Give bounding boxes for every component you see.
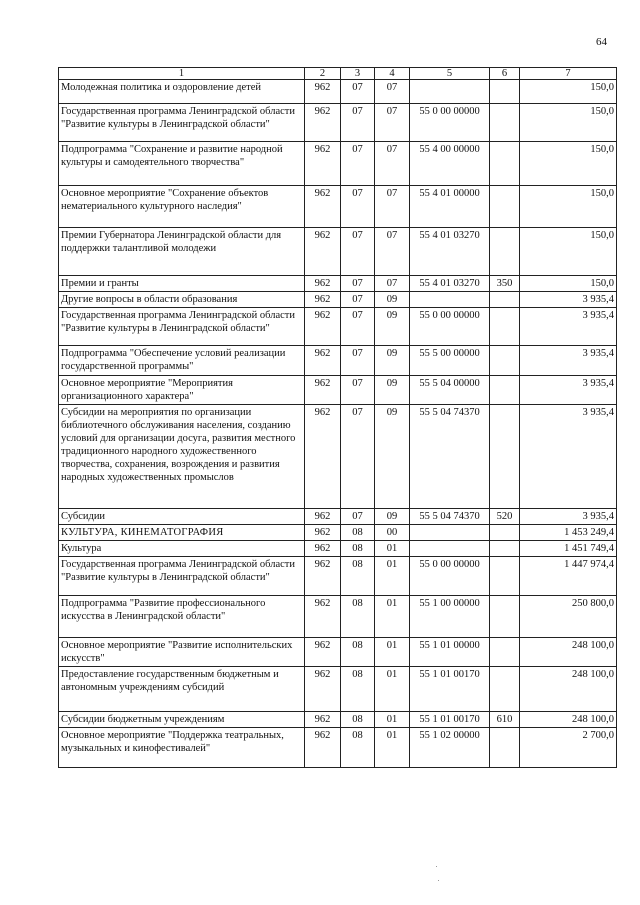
table-row	[59, 276, 617, 292]
row-subsection: 07	[375, 80, 410, 104]
row-section: 08	[341, 596, 375, 638]
row-section: 07	[341, 104, 375, 142]
row-name: Молодежная политика и оздоровление детей	[59, 80, 305, 104]
row-expense-type	[490, 405, 520, 509]
row-expense-type	[490, 525, 520, 541]
row-admin-code: 962	[305, 104, 341, 142]
row-target-article: 55 1 01 00170	[410, 667, 490, 712]
row-target-article: 55 0 00 00000	[410, 557, 490, 596]
row-expense-type	[490, 728, 520, 768]
row-amount: 150,0	[520, 186, 617, 228]
table-row	[59, 525, 617, 541]
row-section: 07	[341, 509, 375, 525]
row-subsection: 01	[375, 728, 410, 768]
row-expense-type	[490, 638, 520, 667]
table-row	[59, 667, 617, 712]
row-section: 08	[341, 541, 375, 557]
header-cell: 6	[490, 68, 520, 80]
header-cell: 1	[59, 68, 305, 80]
header-cell: 7	[520, 68, 617, 80]
row-amount: 150,0	[520, 142, 617, 186]
row-admin-code: 962	[305, 142, 341, 186]
table-row	[59, 596, 617, 638]
table-row	[59, 308, 617, 346]
row-subsection: 09	[375, 376, 410, 405]
row-amount: 150,0	[520, 80, 617, 104]
row-admin-code: 962	[305, 525, 341, 541]
row-amount: 150,0	[520, 276, 617, 292]
row-expense-type	[490, 186, 520, 228]
row-admin-code: 962	[305, 80, 341, 104]
row-target-article: 55 1 01 00170	[410, 712, 490, 728]
row-name: Основное мероприятие "Мероприятия организационного характера"	[59, 376, 305, 405]
row-expense-type: 610	[490, 712, 520, 728]
row-subsection: 07	[375, 228, 410, 276]
row-target-article	[410, 80, 490, 104]
row-subsection: 07	[375, 104, 410, 142]
row-admin-code: 962	[305, 541, 341, 557]
table-row	[59, 104, 617, 142]
row-name: Культура	[59, 541, 305, 557]
row-subsection: 09	[375, 509, 410, 525]
row-target-article: 55 5 04 74370	[410, 509, 490, 525]
row-name: Другие вопросы в области образования	[59, 292, 305, 308]
row-amount: 3 935,4	[520, 509, 617, 525]
header-cell: 5	[410, 68, 490, 80]
table-row	[59, 638, 617, 667]
row-target-article: 55 1 01 00000	[410, 638, 490, 667]
row-expense-type	[490, 228, 520, 276]
row-section: 07	[341, 80, 375, 104]
row-expense-type	[490, 596, 520, 638]
row-section: 07	[341, 346, 375, 376]
row-name: Основное мероприятие "Поддержка театральных, музыкальных и кинофестивалей"	[59, 728, 305, 768]
row-amount: 3 935,4	[520, 308, 617, 346]
row-subsection: 01	[375, 557, 410, 596]
row-amount: 248 100,0	[520, 712, 617, 728]
row-target-article: 55 5 00 00000	[410, 346, 490, 376]
row-subsection: 01	[375, 638, 410, 667]
row-name: Предоставление государственным бюджетным и автономным учреждениям субсидий	[59, 667, 305, 712]
row-name: КУЛЬТУРА, КИНЕМАТОГРАФИЯ	[59, 525, 305, 541]
row-amount: 3 935,4	[520, 376, 617, 405]
row-name: Государственная программа Ленинградской области "Развитие культуры в Ленинградской области"	[59, 557, 305, 596]
row-name: Подпрограмма "Обеспечение условий реализации государственной программы"	[59, 346, 305, 376]
table-row	[59, 142, 617, 186]
row-name: Субсидии	[59, 509, 305, 525]
row-subsection: 01	[375, 596, 410, 638]
row-name: Государственная программа Ленинградской области "Развитие культуры в Ленинградской области"	[59, 104, 305, 142]
row-amount: 250 800,0	[520, 596, 617, 638]
row-section: 07	[341, 405, 375, 509]
row-expense-type	[490, 80, 520, 104]
table-row	[59, 405, 617, 509]
row-admin-code: 962	[305, 728, 341, 768]
row-amount: 1 453 249,4	[520, 525, 617, 541]
table-header-row	[59, 68, 617, 80]
row-subsection: 09	[375, 346, 410, 376]
row-subsection: 01	[375, 541, 410, 557]
table-row	[59, 376, 617, 405]
row-target-article: 55 0 00 00000	[410, 308, 490, 346]
row-section: 08	[341, 712, 375, 728]
row-amount: 150,0	[520, 228, 617, 276]
page-number: 64	[596, 36, 607, 48]
header-cell: 3	[341, 68, 375, 80]
row-admin-code: 962	[305, 667, 341, 712]
row-target-article: 55 5 04 74370	[410, 405, 490, 509]
row-name: Субсидии на мероприятия по организации библиотечного обслуживания населения, созданию условий для организации досуга, развития местного традиционного народного художественного творчества, сохранения, возрождения и развития народных художественных промыслов	[59, 405, 305, 509]
row-expense-type	[490, 142, 520, 186]
row-section: 07	[341, 292, 375, 308]
table-row	[59, 80, 617, 104]
row-target-article: 55 5 04 00000	[410, 376, 490, 405]
row-target-article	[410, 541, 490, 557]
row-admin-code: 962	[305, 596, 341, 638]
header-cell: 4	[375, 68, 410, 80]
row-admin-code: 962	[305, 712, 341, 728]
table-row	[59, 292, 617, 308]
row-target-article: 55 4 01 00000	[410, 186, 490, 228]
budget-table	[58, 67, 617, 768]
row-subsection: 01	[375, 712, 410, 728]
row-amount: 150,0	[520, 104, 617, 142]
row-admin-code: 962	[305, 638, 341, 667]
row-amount: 1 447 974,4	[520, 557, 617, 596]
row-amount: 1 451 749,4	[520, 541, 617, 557]
row-admin-code: 962	[305, 557, 341, 596]
row-admin-code: 962	[305, 228, 341, 276]
row-admin-code: 962	[305, 509, 341, 525]
row-admin-code: 962	[305, 376, 341, 405]
row-expense-type	[490, 667, 520, 712]
row-subsection: 07	[375, 142, 410, 186]
row-amount: 2 700,0	[520, 728, 617, 768]
row-section: 08	[341, 638, 375, 667]
row-name: Подпрограмма "Сохранение и развитие народной культуры и самодеятельного творчества"	[59, 142, 305, 186]
row-name: Субсидии бюджетным учреждениям	[59, 712, 305, 728]
row-section: 07	[341, 376, 375, 405]
row-target-article: 55 4 01 03270	[410, 276, 490, 292]
row-name: Премии и гранты	[59, 276, 305, 292]
row-admin-code: 962	[305, 346, 341, 376]
row-expense-type	[490, 541, 520, 557]
scan-speck	[438, 880, 439, 881]
row-target-article: 55 4 00 00000	[410, 142, 490, 186]
row-admin-code: 962	[305, 308, 341, 346]
row-expense-type	[490, 346, 520, 376]
row-subsection: 09	[375, 405, 410, 509]
row-section: 07	[341, 186, 375, 228]
row-admin-code: 962	[305, 292, 341, 308]
row-target-article: 55 1 02 00000	[410, 728, 490, 768]
table-row	[59, 728, 617, 768]
row-subsection: 07	[375, 276, 410, 292]
row-amount: 3 935,4	[520, 405, 617, 509]
row-amount: 248 100,0	[520, 638, 617, 667]
row-target-article: 55 0 00 00000	[410, 104, 490, 142]
table-row	[59, 557, 617, 596]
row-expense-type	[490, 104, 520, 142]
row-admin-code: 962	[305, 186, 341, 228]
row-name: Премии Губернатора Ленинградской области для поддержки талантливой молодежи	[59, 228, 305, 276]
row-section: 08	[341, 525, 375, 541]
row-admin-code: 962	[305, 405, 341, 509]
row-name: Основное мероприятие "Развитие исполнительских искусств"	[59, 638, 305, 667]
row-target-article	[410, 292, 490, 308]
row-section: 07	[341, 228, 375, 276]
row-section: 07	[341, 308, 375, 346]
row-section: 07	[341, 142, 375, 186]
row-expense-type	[490, 557, 520, 596]
row-amount: 248 100,0	[520, 667, 617, 712]
row-expense-type	[490, 292, 520, 308]
row-target-article	[410, 525, 490, 541]
row-expense-type	[490, 376, 520, 405]
row-name: Государственная программа Ленинградской области "Развитие культуры в Ленинградской области"	[59, 308, 305, 346]
table-row	[59, 186, 617, 228]
table-row	[59, 228, 617, 276]
table-row	[59, 712, 617, 728]
scan-speck	[436, 866, 437, 867]
row-subsection: 09	[375, 308, 410, 346]
row-target-article: 55 4 01 03270	[410, 228, 490, 276]
row-expense-type: 520	[490, 509, 520, 525]
row-name: Основное мероприятие "Сохранение объектов нематериального культурного наследия"	[59, 186, 305, 228]
row-expense-type: 350	[490, 276, 520, 292]
row-section: 08	[341, 667, 375, 712]
row-section: 08	[341, 557, 375, 596]
table-row	[59, 541, 617, 557]
row-subsection: 07	[375, 186, 410, 228]
row-subsection: 01	[375, 667, 410, 712]
header-cell: 2	[305, 68, 341, 80]
row-section: 08	[341, 728, 375, 768]
table-row	[59, 509, 617, 525]
row-section: 07	[341, 276, 375, 292]
row-expense-type	[490, 308, 520, 346]
row-amount: 3 935,4	[520, 346, 617, 376]
row-subsection: 00	[375, 525, 410, 541]
row-admin-code: 962	[305, 276, 341, 292]
row-amount: 3 935,4	[520, 292, 617, 308]
row-target-article: 55 1 00 00000	[410, 596, 490, 638]
row-name: Подпрограмма "Развитие профессионального искусства в Ленинградской области"	[59, 596, 305, 638]
table-row	[59, 346, 617, 376]
row-subsection: 09	[375, 292, 410, 308]
